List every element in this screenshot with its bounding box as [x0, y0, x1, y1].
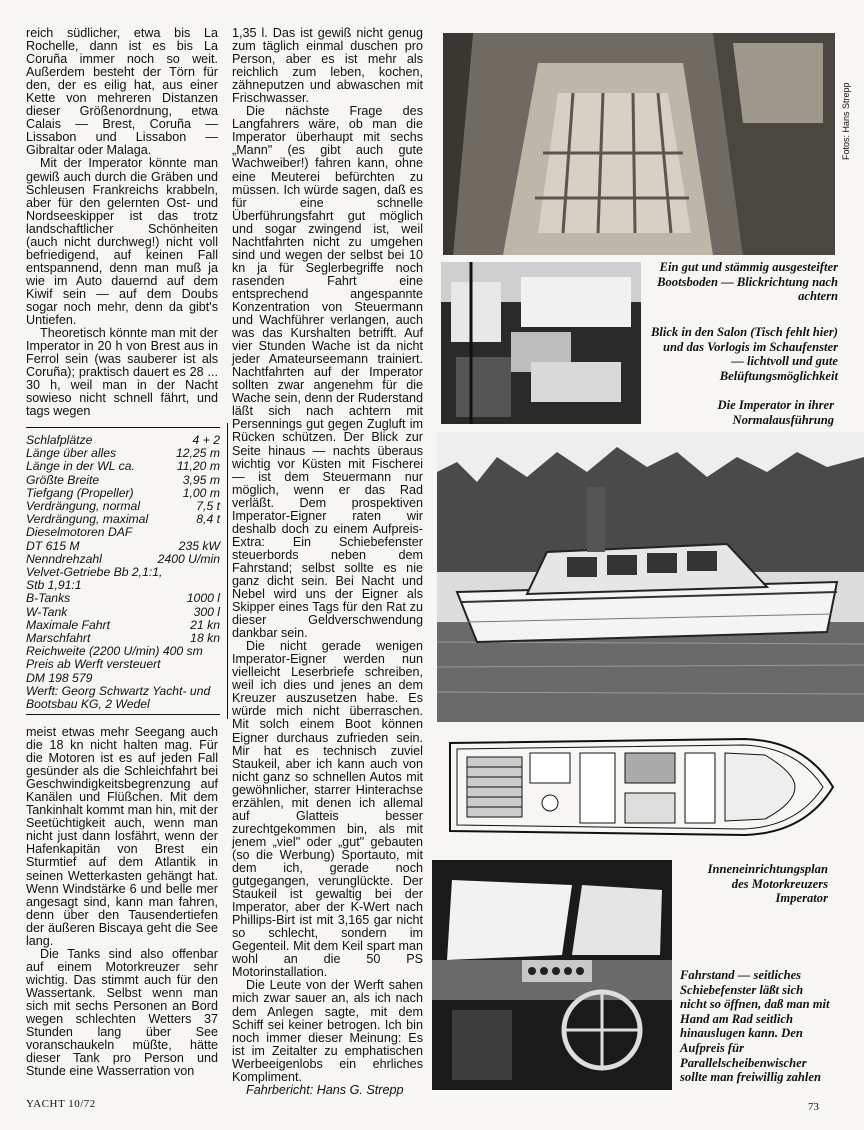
paragraph: Theoretisch könnte man mit der Imperator in 20 h von Brest aus in Ferrol sein (was sauberer ist als Coruña); praktisch dauert es 28 ... 30 h, weil man in der Nacht sowieso nicht schnell fährt, und tags wegen [26, 326, 218, 419]
text-column-1-top [26, 27, 218, 418]
paragraph: Die nächste Frage des Langfahrers wäre, ob man die Imperator überhaupt mit sechs „Mann" (es gibt auch gute Wachweiber!) fahren kann, ohne eine Meuterei befürchten zu müssen. Ich würde sagen, daß es für eine schnelle Überführungsfahrt gut möglich und sogar zwingend ist, weil Nachtfahrten nicht zu umgehen sind und wegen der selbst bei 10 kn ja für Seglerbegriffe noch rasenden Fahrt eine entsprechend angespannte Konzentration von Steuermann und Wachführer verlangen, auch was das Kurshalten betrifft. Auf vier Stunden Wache ist da nicht jeder Amateurseemann trainiert. Nachtfahrten auf der Imperator sollten zwar angenehm für die Wache sein, denn der Ruderstand läßt sich nach achtern mit Persennings gut gegen Zugluft im Rücken schützen. Der Blick zur Seite hinaus — nachts überaus wichtig vor Küsten mit Fischerei — ist dem Steuermann nur möglich, wenn er das Rad verläßt. Dem prospektiven Imperator-Eigner raten wir deshalb doch zu einem Aufpreis-Extra: Ein Schiebefenster steuerbords neben dem Fahrstand; selbst sollte es nie ganz dicht sein. Bei Nacht und Nebel wird uns der Eigner als Skipper eines Tags für den Rat zu dieser Geldverschwendung dankbar sein. [232, 104, 423, 641]
spec-row: Nenndrehzahl 2400 U/min [26, 551, 220, 566]
paragraph: Mit der Imperator könnte man gewiß auch durch die Gräben und Schleusen Frankreichs krabbeln, aber für den gelernten Ost- und Nordseeskipper ist das trotz landschaftlicher Schönheiten (auch nicht durchweg!) nicht voll befriedigend, auf keinen Fall entspannend, denn man muß ja wie im Auto dauernd auf dem Kiwif sein — auf dem Doubs sogar noch mehr, denn da gibt's Untiefen. [26, 156, 218, 328]
page-number: 73 [808, 1101, 819, 1113]
interior-plan-drawing [445, 733, 837, 841]
spec-row: Schlafplätze 4 + 2 [26, 433, 220, 447]
column-divider [227, 423, 228, 719]
caption-salon: Blick in den Salon (Tisch fehlt hier) und das Vorlogis im Schaufenster — lichtvoll und gute Belüftungsmöglichkeit [650, 325, 838, 383]
paragraph: Die nicht gerade wenigen Imperator-Eigner werden nun vielleicht Leserbriefe schreiben, weil ich dies und jenes an dem Kreuzer auszusetzen habe. Es würde mich nicht überraschen. Mit solch einem Boot können Eigner durchaus zufrieden sein. Mir hat es technisch zuviel Staukeil, aber ich kann auch von nicht ganz so schnellen Autos mit gewöhnlicher, starrer Hinterachse erzählen, mit denen ich allemal auf Glatteis besser zurechtgekommen bin, als mit jenem „viel" oder „gut" gebauten (so die Werbung) Sportauto, mit dem ich, gerade noch gutgegangen, verunglückte. Der Staukeil ist gewaltig bei der Imperator, aber der K-Wert nach Phillips-Birt ist mit 3,165 gar nicht so schlecht, sondern im Gegenteil. Mit dem Keil spart man wohl an die 50 PS Motorinstallation. [232, 639, 423, 980]
caption-fahrstand: Fahrstand — seitliches Schiebefenster läßt sich nicht so öffnen, daß man mit Hand am Rad seitlich hinauslugen kann. Den Aufpreis für Parallelscheibenwischer sollte man freiwillig zahlen [680, 968, 830, 1085]
caption-imperator: Die Imperator in ihrer Normalausführung [717, 398, 834, 427]
caption-plan: Inneneinrichtungsplan des Motorkreuzers Imperator [707, 862, 828, 906]
specifications-box [26, 427, 220, 715]
spec-row: Velvet-Getriebe Bb 2,1:1, [26, 565, 163, 580]
spec-row: Reichweite (2200 U/min) 400 sm [26, 644, 203, 659]
spec-row: Maximale Fahrt 21 kn [26, 617, 220, 632]
paragraph: Die Leute von der Werft sahen mich zwar sauer an, als ich nach dem Anlegen sagte, mit dem Schiff sei keiner betrogen. Ich bin noch immer dieser Meinung: Es ist im Zeitalter zu emphatischen Werbeeigenlobs ein ehrliches Kompliment. [232, 978, 423, 1084]
spec-row: Länge in der WL ca. 11,20 m [26, 459, 220, 474]
paragraph: Die Tanks sind also offenbar auf einem Motorkreuzer sehr wichtig. Das stimmt auch für den Wassertank. Selbst wenn man sich mit sechs Personen an Bord wegen schlechten Wetters 37 Stunden lang über See voranschaukeln müßte, hätte dieser Tank pro Person und Stunde eine Wasserration von [26, 946, 218, 1079]
spec-row: Länge über alles 12,25 m [26, 446, 220, 461]
caption-bootsboden: Ein gut und stämmig ausgesteifter Bootsboden — Blickrichtung nach achtern [657, 260, 838, 304]
spec-row: Tiefgang (Propeller) 1,00 m [26, 485, 220, 500]
spec-row: Dieselmotoren DAF [26, 525, 133, 540]
spec-row: Verdrängung, normal 7,5 t [26, 499, 220, 514]
photo-imperator [437, 432, 864, 722]
spec-row: Preis ab Werft versteuert [26, 657, 161, 672]
photo-bootsboden [443, 33, 835, 255]
magazine-issue: YACHT 10/72 [26, 1098, 96, 1110]
spec-row: Stb 1,91:1 [26, 578, 82, 593]
spec-row: Verdrängung, maximal 8,4 t [26, 512, 220, 527]
photo-fahrstand [432, 860, 672, 1090]
photo-credit: Fotos: Hans Strepp [841, 82, 851, 160]
paragraph: meist etwas mehr Seegang auch die 18 kn nicht halten mag. Für die Motoren ist es auf jeden Fall gesünder als die Schleichfahrt bei Geschwindigkeitsbegrenzung auf Kanälen und Flüßchen. Mit dem Tankinhalt kommt man hin, mit der Seetüchtigkeit auch, wenn man nicht just dann losfährt, wenn der Hafenkapitän von Brest ein Sturmtief auf dem Atlantik in seinen Wetterkasten gehängt hat. Wenn Windstärke 6 und belle mer angesagt sind, kann man fahren, denn über den Tausendertiefen der äußeren Biscaya geht die See lang. [26, 725, 218, 948]
paragraph: 1,35 l. Das ist gewiß nicht genug zum täglich einmal duschen pro Person, aber es ist mehr als reichlich zum leben, kochen, zähneputzen und abwaschen mit Frischwasser. [232, 26, 423, 106]
spec-row: DT 615 M 235 kW [26, 538, 220, 553]
spec-row: W-Tank 300 l [26, 604, 220, 619]
spec-row: Marschfahrt 18 kn [26, 631, 220, 646]
paragraph: reich südlicher, etwa bis La Rochelle, dann ist es bis La Coruña immer noch so weit. Außerdem besteht der Törn für den, der es eilig hat, aus einer Kette von mehreren Distanzen dieser Größenordnung, etwa Calais — Brest, Coruña — Lissabon und Lissabon — Gibraltar oder Malaga. [26, 26, 218, 158]
text-column-2 [232, 27, 423, 1097]
photo-salon [441, 262, 641, 424]
spec-row: Größte Breite 3,95 m [26, 472, 220, 487]
byline: Fahrbericht: Hans G. Strepp [246, 1082, 404, 1097]
spec-row: Werft: Georg Schwartz Yacht- und Bootsbau KG, 2 Wedel [26, 683, 211, 712]
text-column-1-bottom [26, 726, 218, 1078]
spec-row: DM 198 579 [26, 670, 93, 685]
spec-row: B-Tanks 1000 l [26, 591, 220, 606]
